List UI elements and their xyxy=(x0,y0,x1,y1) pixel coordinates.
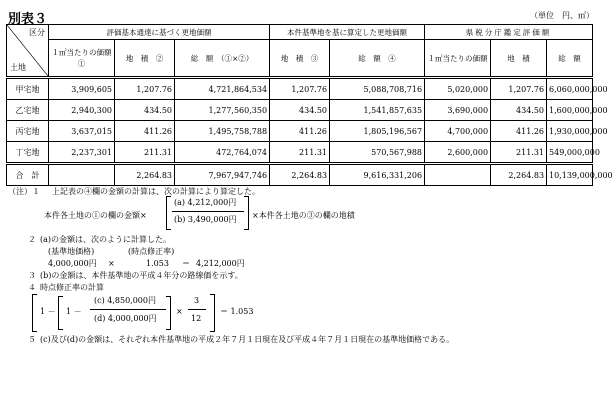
table-row xyxy=(7,142,593,164)
cell-g1-area: 434.50 xyxy=(115,100,175,121)
cell-g1-price: 2,237,301 xyxy=(49,142,115,164)
cell-g2-area: 1,207.76 xyxy=(270,78,330,100)
group-header-2: 本件基準地を基に算定した更地価額 xyxy=(270,25,425,40)
sub-header-g2-total: 総 額 ④ xyxy=(330,40,425,78)
group-header-3: 県税分庁鑑定評価額 xyxy=(425,25,593,40)
sub-header-g3-price: １㎡当たりの価額 xyxy=(425,40,491,78)
inner-bracket-left xyxy=(58,296,63,330)
note-3-text: (b)の金額は、本件基準地の平成４年分の路線価を示す。 xyxy=(40,271,243,280)
sub-header-g3-total: 総 額 xyxy=(547,40,593,78)
note-5-text: (c)及び(d)の金額は、それぞれ本件基準地の平成２年７月１日現在及び平成４年７月１日現在の基準地価格である。 xyxy=(40,335,455,344)
table-row-total xyxy=(7,164,593,186)
sub-header-g1-total: 総 額 （①×②） xyxy=(175,40,270,78)
cell-g3-total: 549,000,000 xyxy=(547,142,593,164)
cell-g1-price xyxy=(49,164,115,186)
cell-g3-total: 1,600,000,000 xyxy=(547,100,593,121)
row-label: 甲宅地 xyxy=(7,78,49,100)
cell-g1-total: 1,495,758,788 xyxy=(175,121,270,142)
sub-header-g3-area: 地 積 xyxy=(491,40,547,78)
cell-g2-total: 5,088,708,716 xyxy=(330,78,425,100)
note-2-value-2: 1.053 xyxy=(146,259,169,268)
cell-g2-total: 1,541,857,635 xyxy=(330,100,425,121)
cell-g3-area: 411.26 xyxy=(491,121,547,142)
cell-g3-area: 1,207.76 xyxy=(491,78,547,100)
fraction-bar xyxy=(188,309,206,310)
cell-g3-area: 211.31 xyxy=(491,142,547,164)
cell-g3-area: 434.50 xyxy=(491,100,547,121)
group-header-1: 評価基本通達に基づく更地価額 xyxy=(49,25,270,40)
note-2-text: (a)の金額は、次のように計算した。 xyxy=(40,235,172,244)
sub-header-g1-area: 地 積 ② xyxy=(115,40,175,78)
table-row xyxy=(7,121,593,142)
cell-g3-price: 3,690,000 xyxy=(425,100,491,121)
cell-g3-price: 2,600,000 xyxy=(425,142,491,164)
cell-g1-total: 1,277,560,350 xyxy=(175,100,270,121)
cell-g2-area: 211.31 xyxy=(270,142,330,164)
unit-label: （単位 円、㎡） xyxy=(530,11,594,20)
cell-g1-area: 1,207.76 xyxy=(115,78,175,100)
corner-bottom-label: 土地 xyxy=(10,63,26,72)
note-3-label: ３ xyxy=(28,271,36,280)
bracket-right xyxy=(244,196,249,230)
inner-bracket-right xyxy=(166,296,171,330)
cell-g1-total: 7,967,947,746 xyxy=(175,164,270,186)
row-label: 丙宅地 xyxy=(7,121,49,142)
note-4-times: × xyxy=(176,307,183,316)
note-2-eq: ＝ xyxy=(182,259,190,268)
note-5-label: ５ xyxy=(28,335,36,344)
table-row xyxy=(7,78,593,100)
cell-g1-total: 4,721,864,534 xyxy=(175,78,270,100)
header-row-groups xyxy=(7,25,593,40)
cell-g3-price: 4,700,000 xyxy=(425,121,491,142)
outer-bracket-left xyxy=(32,294,37,332)
sub-header-g1-price: １㎡当たりの価額 ① xyxy=(49,40,115,78)
note-4-result: ＝ 1.053 xyxy=(220,307,254,316)
cell-g1-area: 411.26 xyxy=(115,121,175,142)
page-title: 別表３ xyxy=(8,12,48,27)
note-2-value-1: 4,000,000円 xyxy=(48,259,97,268)
note-2-col2-label: (時点修正率) xyxy=(128,247,175,256)
note-2-label: ２ xyxy=(28,235,36,244)
cell-g2-total: 9,616,331,206 xyxy=(330,164,425,186)
note-4-frac-den: (d) 4,000,000円 xyxy=(94,314,157,323)
cell-g2-area: 411.26 xyxy=(270,121,330,142)
fraction-bar xyxy=(172,211,244,212)
note-1-formula-right: ×本件各土地の③の欄の地積 xyxy=(252,211,355,220)
note-4-frac2-num: 3 xyxy=(194,296,200,305)
note-2-result: 4,212,000円 xyxy=(196,259,245,268)
cell-g2-area: 2,264.83 xyxy=(270,164,330,186)
corner-top-label: 区分 xyxy=(29,28,45,37)
corner-cell xyxy=(7,25,49,78)
cell-g3-area: 2,264.83 xyxy=(491,164,547,186)
row-label: 合 計 xyxy=(7,164,49,186)
note-1-frac-den: (b) 3,490,000円 xyxy=(174,215,237,224)
sub-header-g2-area: 地 積 ③ xyxy=(270,40,330,78)
cell-g1-area: 2,264.83 xyxy=(115,164,175,186)
note-4-one-outer: 1 － xyxy=(40,307,56,316)
table-row xyxy=(7,100,593,121)
cell-g3-total: 1,930,000,000 xyxy=(547,121,593,142)
valuation-table xyxy=(6,24,613,186)
note-4-text: 時点修正率の計算 xyxy=(40,283,104,292)
note-4-frac2-den: 12 xyxy=(191,314,202,323)
cell-g1-price: 2,940,300 xyxy=(49,100,115,121)
outer-bracket-right xyxy=(210,294,215,332)
note-1-label: （注）１ xyxy=(8,187,40,196)
cell-g1-price: 3,909,605 xyxy=(49,78,115,100)
bracket-left xyxy=(166,196,171,230)
row-label: 丁宅地 xyxy=(7,142,49,164)
note-1-frac-num: (a) 4,212,000円 xyxy=(174,198,237,207)
cell-g3-price xyxy=(425,164,491,186)
cell-g1-total: 472,764,074 xyxy=(175,142,270,164)
note-4-one-inner: 1 － xyxy=(66,307,82,316)
note-2-col1-label: (基準地価格) xyxy=(48,247,95,256)
note-2-op: × xyxy=(108,259,115,268)
header-row-sub xyxy=(7,40,593,78)
note-4-label: ４ xyxy=(28,283,36,292)
note-1-text: 上記表の④欄の金額の計算は、次の計算により算定した。 xyxy=(52,187,260,196)
cell-g3-total: 10,139,000,000 xyxy=(547,164,593,186)
cell-g2-total: 1,805,196,567 xyxy=(330,121,425,142)
cell-g1-price: 3,637,015 xyxy=(49,121,115,142)
cell-g2-area: 434.50 xyxy=(270,100,330,121)
fraction-bar xyxy=(90,309,166,310)
row-label: 乙宅地 xyxy=(7,100,49,121)
note-4-frac-num: (c) 4,850,000円 xyxy=(94,296,156,305)
cell-g3-price: 5,020,000 xyxy=(425,78,491,100)
cell-g2-total: 570,567,988 xyxy=(330,142,425,164)
cell-g1-area: 211.31 xyxy=(115,142,175,164)
cell-g3-total: 6,060,000,000 xyxy=(547,78,593,100)
note-1-formula-left: 本件各土地の①の欄の金額× xyxy=(44,211,147,220)
